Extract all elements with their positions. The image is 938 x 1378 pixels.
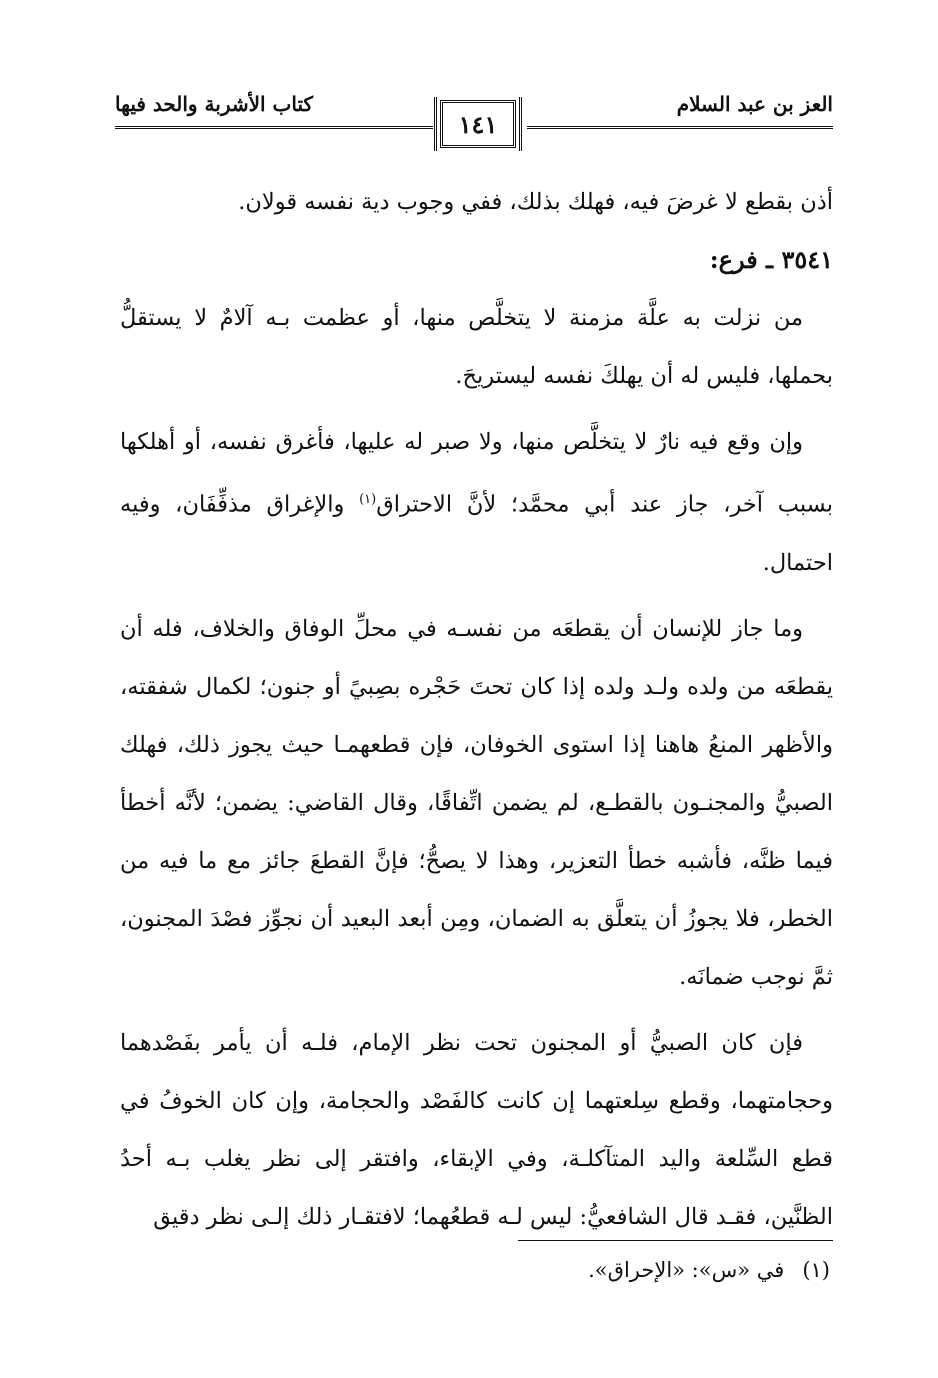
- paragraph-1: أذن بقطع لا غرضَ فيه، فهلك بذلك، ففي وجوب دية نفسه قولان.: [238, 189, 833, 215]
- header-rule-left: [115, 126, 433, 129]
- paragraph-2: من نزلت به علَّة مزمنة لا يتخلَّص منها، أو عظمت بـه آلامٌ لا يستقلُّ بحملها، فليس له أن يهلكَ نفسه ليستريحَ.: [120, 305, 833, 389]
- paragraph-3-part-2: والإغراق مذفِّفَان، وفيه احتمال.: [120, 491, 833, 576]
- paragraph-4: وما جاز للإنسان أن يقطعَه من نفسـه في محلِّ الوفاق والخلاف، فله أن يقطعَه من ولده ولـد ولده إذا كان تحتَ حَجْره بصِبيً أو جنون؛ لكمال شفقته، والأظهر المنعُ هاهنا إذا استوى الخوفان، فإن قطعهمـا حيث يجوز ذلك، فهلك الصبيُّ والمجنـون بالقطـع، لم يضمن اتِّفاقًا، وقال القاضي: يضمن؛ لأنَّه أخطأ فيما ظنَّه، فأشبه خطأ التعزير، وهذا لا يصحُّ؛ فإنَّ القطعَ جائز مع ما فيه من الخطر، فلا يجوزُ أن يتعلَّق به الضمان، ومِن أبعد البعيد أن نجوِّز فصْدَ المجنون، ثمَّ نوجب ضمانَه.: [120, 615, 833, 990]
- author-name: العز بن عبد السلام: [676, 92, 833, 116]
- paragraph-3-part-1: وإن وقع فيه نارٌ لا يتخلَّص منها، ولا صبر له عليها، فأغرق نفسه، أو أهلكها بسبب آخر، جاز عند أبي محمَّد؛ لأنَّ الاحتراق: [120, 429, 833, 518]
- paragraph-5: فإن كان الصبيُّ أو المجنون تحت نظر الإمام، فلـه أن يأمر بفَصْدهما وحجامتهما، وقطع سِلعتهما إن كانت كالفَصْد والحجامة، وإن كان الخوفُ في قطع السِّلعة واليد المتآكلـة، وفي الإبقاء، وافتقر إلى نظر يغلب بـه أحدُ الظنَّين، فقـد قال الشافعيُّ: ليس لـه قطعُهما؛ لافتقـار ذلك إلـى نظر دقيق: [120, 1029, 833, 1230]
- footnote: [588, 1258, 830, 1282]
- main-text: [120, 173, 833, 1246]
- footnote-text: في «س»: «الإحراق».: [588, 1258, 785, 1282]
- header-rule-right: [527, 126, 833, 129]
- footnote-reference[interactable]: (١): [359, 492, 377, 507]
- page-number: ١٤١: [458, 109, 498, 139]
- footnote-mark: (١): [802, 1258, 830, 1282]
- page-number-frame: [440, 100, 516, 148]
- running-header: [115, 92, 833, 156]
- footnote-rule: [518, 1240, 833, 1241]
- chapter-title: كتاب الأشربة والحد فيها: [115, 92, 314, 116]
- section-heading: ٣٥٤١ ـ فرع:: [709, 245, 833, 274]
- paragraph-3: [120, 413, 833, 592]
